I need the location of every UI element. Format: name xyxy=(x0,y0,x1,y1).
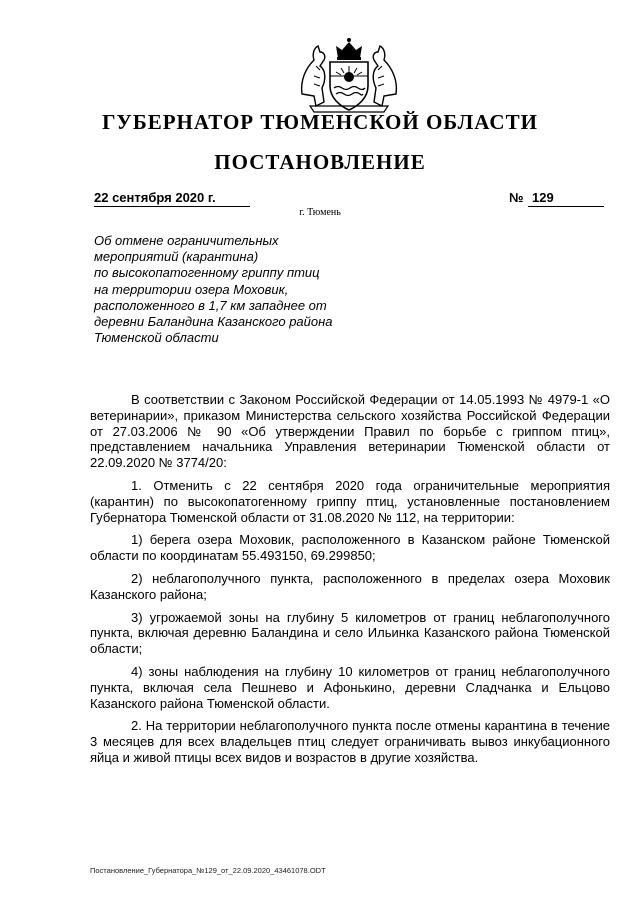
coat-of-arms-emblem xyxy=(296,36,402,116)
file-name-footer: Постановление_Губернатора_№129_от_22.09.2020_43461078.ODT xyxy=(90,866,326,875)
subject-line: Об отмене ограничительных xyxy=(94,233,279,248)
subclause-3-paragraph: 3) угрожаемой зоны на глубину 5 километров от границ неблагополучного пункта, включая деревню Баландина и село Ильинка Казанского района Тюменской области; xyxy=(90,609,610,657)
subject-line: по высокопатогенному гриппу птиц xyxy=(94,265,320,281)
subclause-2-paragraph: 2) неблагополучного пункта, расположенного в пределах озера Моховик Казанского района; xyxy=(90,570,610,602)
authority-heading: ГУБЕРНАТОР ТЮМЕНСКОЙ ОБЛАСТИ xyxy=(102,110,538,134)
subject-line: на территории озера Моховик, xyxy=(94,281,289,297)
preamble-paragraph: В соответствии с Законом Российской Федерации от 14.05.1993 № 4979-1 «О ветеринарии», приказом Министерства сельского хозяйства Российской Федерации от 27.03.2006 № 90 «Об утверждении Правил по борьбе с гриппом птиц», представлением начальника Управления ветеринарии Тюменской области от 22.09.2020 № 3774/20: xyxy=(90,392,610,471)
document-type-heading: ПОСТАНОВЛЕНИЕ xyxy=(214,150,426,174)
clause-2-paragraph: 2. На территории неблагополучного пункта после отмены карантина в течение 3 месяцев для всех владельцев птиц следует ограничивать вывоз инкубационного яйца и живой птицы всех видов и возрастов в другие хозяйства. xyxy=(90,718,610,765)
subclause-1-paragraph: 1) берега озера Моховик, расположенного в Казанском районе Тюменской области по координатам 55.493150, 69.299850; xyxy=(90,532,610,564)
city-name: г. Тюмень xyxy=(299,207,341,218)
subject-line: деревни Баландина Казанского района xyxy=(94,314,333,330)
document-subject xyxy=(94,233,394,346)
subject-line: расположенного в 1,7 км западнее от xyxy=(94,297,327,313)
subclause-4-paragraph: 4) зоны наблюдения на глубину 10 километров от границ неблагополучного пункта, включая села Пешнево и Афонькино, деревни Сладчанка и Ельцово Казанского района Тюменской области. xyxy=(90,663,610,711)
document-date: 22 сентября 2020 г. xyxy=(94,190,250,207)
document-number: 129 xyxy=(528,190,604,207)
subject-line: мероприятий (карантина) xyxy=(94,249,259,265)
document-body xyxy=(90,392,610,773)
document-number-label: № xyxy=(509,190,524,205)
subject-line: Тюменской области xyxy=(94,330,219,346)
clause-1-paragraph: 1. Отменить с 22 сентября 2020 года ограничительные мероприятия (карантин) по высокопатогенному гриппу птиц, установленные постановлением Губернатора Тюменской области от 31.08.2020 № 112, на территории: xyxy=(90,477,610,525)
